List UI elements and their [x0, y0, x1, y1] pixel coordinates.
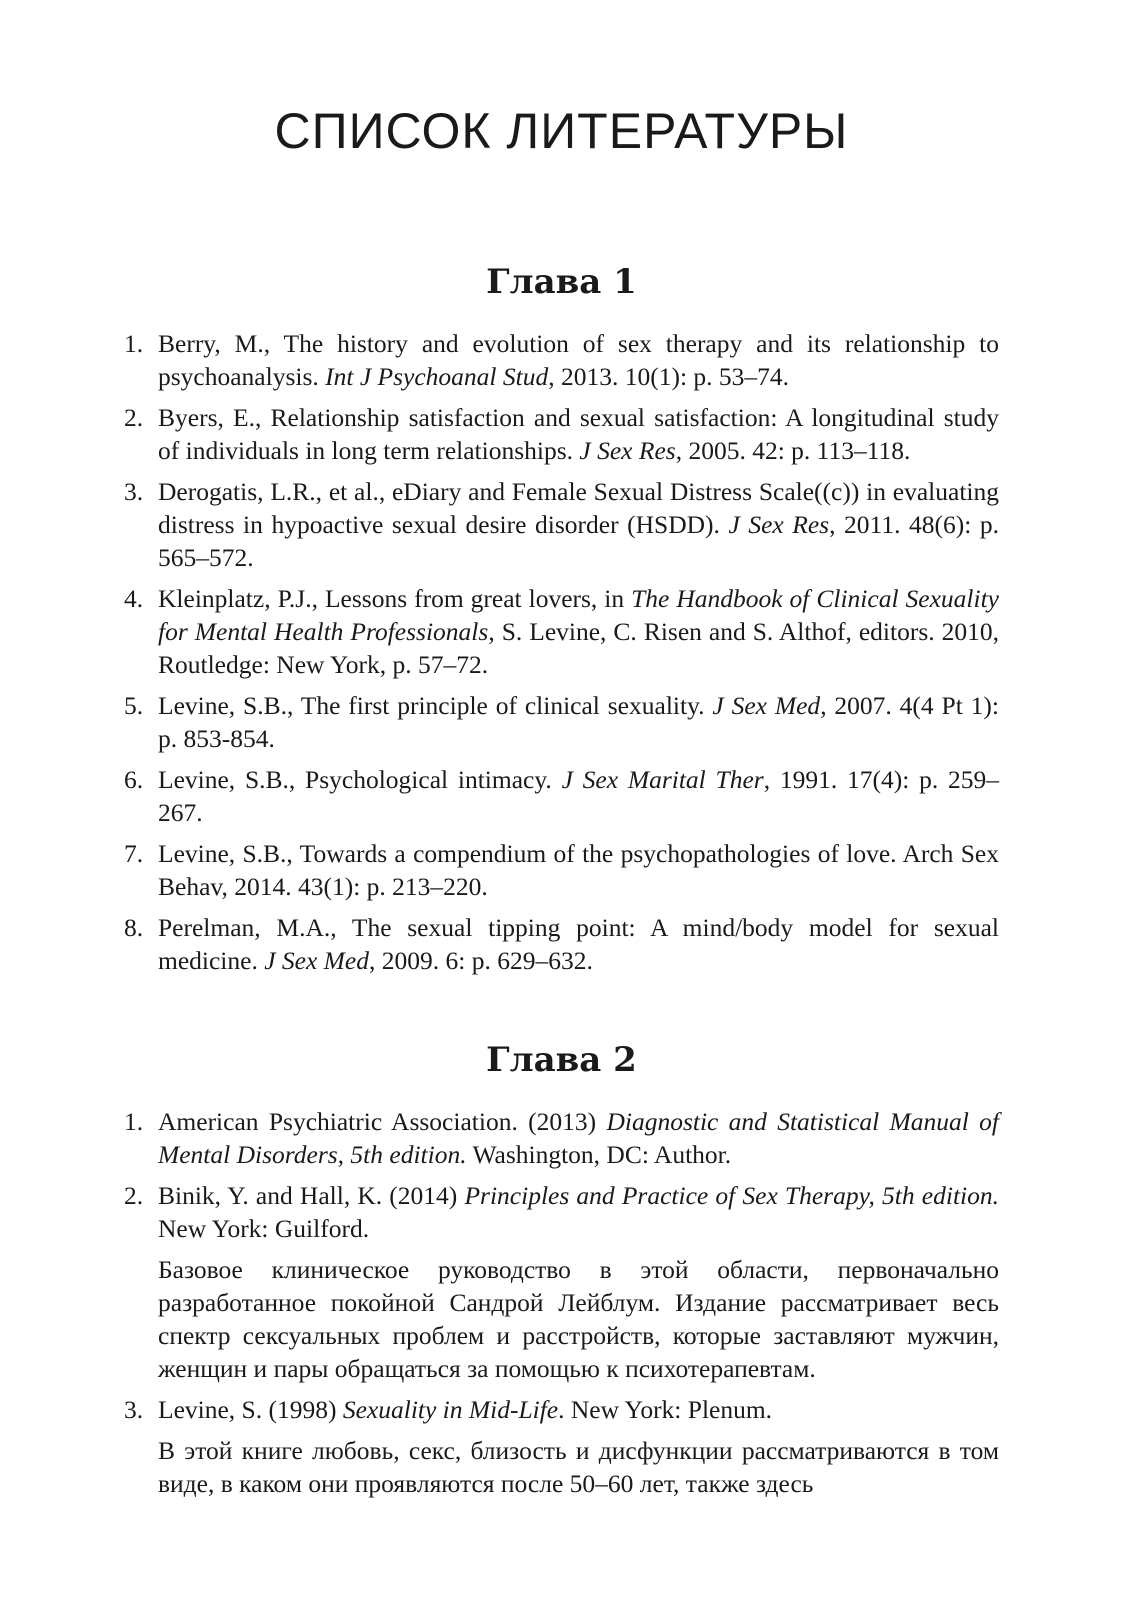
reference-item [124, 475, 999, 574]
reference-details: , S. Levine, C. Risen and S. Althof, editors. 2010, Routledge: New York, p. 57–72. [158, 617, 999, 679]
reference-number: 8. [124, 913, 144, 942]
reference-number: 6. [124, 765, 144, 794]
reference-number: 3. [124, 477, 144, 506]
chapter-2-reference-list [124, 1105, 999, 1500]
reference-item [124, 327, 999, 393]
reference-text: Levine, S.B., The first principle of clinical sexuality. [158, 691, 713, 720]
reference-source: Diagnostic and Statistical Manual of Mental Disorders, 5th edition. [158, 1107, 999, 1169]
reference-text: Perelman, M.A., The sexual tipping point: A mind/body model for sexual medicine. [158, 913, 999, 975]
chapter-1-reference-list [124, 327, 999, 977]
reference-source: J Sex Med [712, 691, 821, 720]
reference-details: , 2009. 6: p. 629–632. [368, 946, 593, 975]
reference-text: Binik, Y. and Hall, K. (2014) [158, 1181, 465, 1210]
reference-citation [158, 1393, 999, 1426]
reference-text: Levine, S.B., Towards a compendium of the psychopathologies of love. Arch Sex Behav, 2014. 43(1): p. 213–220. [158, 839, 999, 901]
chapter-1-heading: Глава 1 [486, 262, 637, 302]
reference-details: New York: Guilford. [158, 1214, 370, 1243]
reference-item [124, 911, 999, 977]
reference-source: J Sex Res [728, 510, 830, 539]
reference-source: J Sex Res [579, 436, 676, 465]
reference-item [124, 837, 999, 903]
reference-text: Derogatis, L.R., et al., eDiary and Female Sexual Distress Scale((c)) in evaluating distress in hypoactive sexual desire disorder (HSDD). [158, 477, 999, 539]
reference-number: 1. [124, 1107, 144, 1136]
reference-number: 3. [124, 1395, 144, 1424]
reference-source: Int J Psychoanal Stud [325, 362, 549, 391]
reference-number: 2. [124, 403, 144, 432]
reference-details: , 1991. 17(4): p. 259–267. [158, 765, 999, 827]
reference-source: Sexuality in Mid-Life [342, 1395, 559, 1424]
reference-text: Berry, M., The history and evolution of sex therapy and its relationship to psychoanalysis. [158, 329, 999, 391]
reference-text: Levine, S.B., Psychological intimacy. [158, 765, 562, 794]
reference-item [124, 763, 999, 829]
reference-text: American Psychiatric Association. (2013) [158, 1107, 607, 1136]
reference-source: J Sex Med [264, 946, 369, 975]
reference-item [124, 1179, 999, 1385]
reference-number: 5. [124, 691, 144, 720]
reference-details: Washington, DC: Author. [466, 1140, 732, 1169]
reference-annotation: В этой книге любовь, секс, близость и дисфункции рассматриваются в том виде, в каком они проявляются после 50–60 лет, также здесь [158, 1436, 999, 1498]
reference-text: Byers, E., Relationship satisfaction and sexual satisfaction: A longitudinal study of individuals in long term relationships. [158, 403, 999, 465]
reference-number: 2. [124, 1181, 144, 1210]
reference-item [124, 1393, 999, 1500]
reference-text: Levine, S. (1998) [158, 1395, 343, 1424]
reference-annotation: Базовое клиническое руководство в этой области, первоначально разработанное покойной Сандрой Лейблум. Издание рассматривает весь спектр сексуальных проблем и расстройств, которые заставляют мужчин, женщин и пары обращаться за помощью к психотерапевтам. [158, 1255, 999, 1383]
reference-details: , 2011. 48(6): p. 565–572. [158, 510, 999, 572]
reference-details: , 2013. 10(1): p. 53–74. [548, 362, 790, 391]
reference-details: . New York: Plenum. [558, 1395, 773, 1424]
reference-citation [158, 1105, 999, 1171]
reference-number: 7. [124, 839, 144, 868]
reference-item [124, 582, 999, 681]
reference-details: , 2007. 4(4 Pt 1): p. 853-854. [158, 691, 1000, 753]
reference-source: Principles and Practice of Sex Therapy, 5th edition. [464, 1181, 999, 1210]
reference-source: The Handbook of Clinical Sexuality for Mental Health Professionals [158, 584, 999, 646]
reference-citation [158, 1179, 999, 1245]
chapter-2-heading: Глава 2 [486, 1040, 637, 1080]
reference-details: , 2005. 42: p. 113–118. [675, 436, 911, 465]
reference-item [124, 401, 999, 467]
reference-item [124, 689, 999, 755]
reference-number: 1. [124, 329, 144, 358]
reference-source: J Sex Marital Ther [561, 765, 764, 794]
reference-item [124, 1105, 999, 1171]
reference-text: Kleinplatz, P.J., Lessons from great lovers, in [158, 584, 632, 613]
reference-number: 4. [124, 584, 144, 613]
page-title: СПИСОК ЛИТЕРАТУРЫ [274, 103, 849, 159]
